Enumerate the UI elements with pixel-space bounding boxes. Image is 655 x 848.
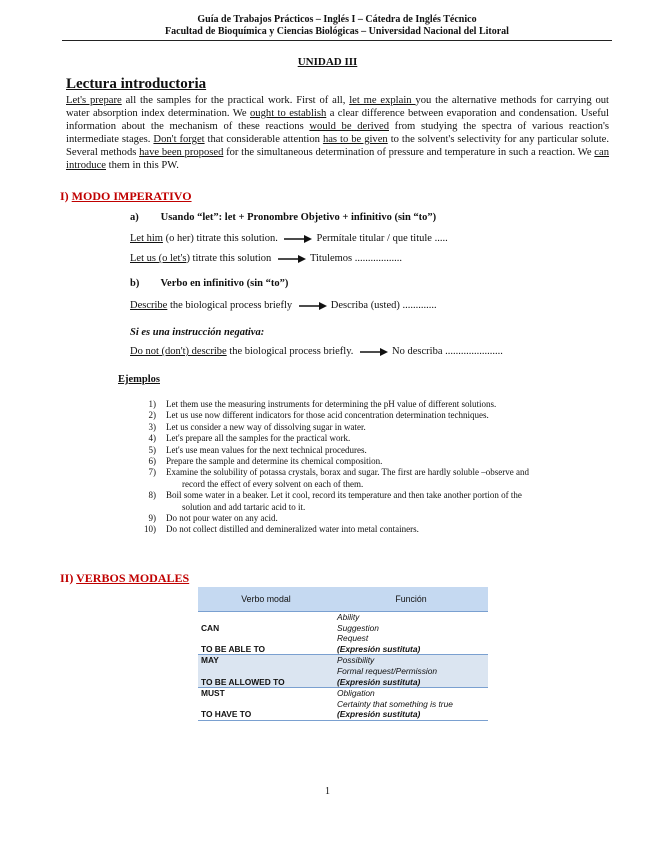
header-line-1: Guía de Trabajos Prácticos – Inglés I – Cátedra de Inglés Técnico (197, 14, 477, 25)
modal-verb-cell: TO BE ABLE TO (198, 644, 334, 655)
table-header-row (198, 587, 488, 612)
intro-underlined-phrase: can introduce (66, 147, 609, 171)
intro-underlined-phrase: let me explain (349, 95, 416, 106)
example-text-line: Let us consider a new way of dissolving sugar in water. (166, 421, 366, 432)
example-number: 1) (148, 399, 156, 409)
example-text-line: Let's prepare all the samples for the practical work. (166, 433, 351, 444)
example-text-continuation: solution and add tartaric acid to it. (182, 501, 306, 512)
negative-instruction-title: Si es una instrucción negativa: (130, 327, 265, 338)
function-cell: (Expresión sustituta) (334, 709, 488, 720)
line-a2-translation: Titulemos .................. (309, 253, 403, 264)
function-cell: Ability (337, 612, 360, 622)
intro-underlined-phrase: would be derived (309, 121, 389, 132)
subheading-b (130, 278, 288, 289)
intro-underlined-phrase: Let's prepare (66, 95, 122, 106)
example-text-line: Boil some water in a beaker. Let it cool, record its temperature and then take another portion of the (166, 490, 522, 501)
example-item (134, 490, 604, 513)
example-text (166, 433, 604, 444)
table-row (198, 655, 488, 666)
intro-underlined-phrase: have been proposed (139, 147, 224, 158)
example-number: 2) (148, 410, 156, 421)
table-row (198, 623, 488, 634)
example-line-a1 (130, 233, 448, 244)
example-item (134, 433, 604, 444)
subheading-b-text: Verbo en infinitivo (sin “to”) (160, 278, 289, 289)
modal-verb-cell: TO HAVE TO (198, 709, 334, 720)
section-1-number: I) (60, 189, 69, 203)
function-cell: Request (337, 633, 369, 644)
example-text-line: Let them use the measuring instruments for determining the pH value of different solutions. (166, 399, 497, 409)
subheading-a-letter: a) (130, 212, 139, 223)
example-text-line: Prepare the sample and determine its chemical composition. (166, 456, 383, 467)
example-text-line: Examine the solubility of potassa crystals, borax and sugar. The first are hardly soluble –observe and (166, 467, 529, 478)
section-2-number: II) (60, 571, 74, 585)
table-row (198, 709, 488, 720)
unit-title: UNIDAD III (297, 56, 358, 68)
modal-verb-cell: TO BE ALLOWED TO (198, 677, 334, 688)
subheading-a (130, 212, 436, 223)
table-header-function: Función (334, 587, 488, 612)
intro-text: from studying the spectra of various reaction's intermediate stages. (66, 121, 609, 145)
header-rule (62, 40, 612, 41)
arrow-right-icon (278, 255, 306, 263)
function-cell: Certainty that something is true (337, 698, 453, 709)
example-text (166, 410, 604, 421)
example-item (134, 524, 604, 535)
intro-text: to the solvent's selectivity for any particular solute. Several methods (66, 134, 609, 158)
line-b1-underlined: Describe (130, 300, 168, 311)
example-number: 10) (144, 524, 156, 535)
intro-underlined-phrase: ought to establish (250, 108, 327, 119)
example-text-line: Do not pour water on any acid. (166, 513, 278, 524)
example-number: 8) (148, 490, 156, 501)
example-number: 9) (148, 513, 156, 524)
page-header (62, 14, 612, 38)
function-cell: Formal request/Permission (334, 666, 488, 677)
modal-verbs-table (198, 587, 488, 721)
lectura-title: Lectura introductoria (66, 76, 207, 92)
example-text (166, 467, 604, 490)
section-2-title (60, 571, 189, 586)
modal-verb-cell (198, 612, 334, 623)
example-number: 6) (148, 456, 156, 467)
intro-text: for the simultaneous determination of pressure and temperature in such a reaction. We (223, 147, 595, 158)
subheading-a-text: Usando “let”: let + Pronombre Objetivo + infinitivo (sin “to”) (160, 212, 437, 223)
line-b1-translation: Describa (usted) ............. (330, 300, 437, 311)
line-a1-translation: Permítale titular / que titule ..... (316, 233, 448, 244)
intro-underlined-phrase: Don't forget (153, 134, 205, 145)
line-neg-translation: No describa ...................... (392, 346, 503, 357)
intro-text: that considerable attention (204, 134, 323, 145)
modal-verb-cell: CAN (201, 622, 220, 633)
example-number: 3) (148, 421, 156, 432)
examples-title: Ejemplos (118, 374, 160, 385)
section-2-title-text: VERBOS MODALES (76, 571, 190, 585)
example-item (134, 399, 604, 410)
example-text-continuation: record the effect of every solvent on each of them. (182, 478, 364, 489)
example-text-line: Let us use now different indicators for those acid concentration determination techniques. (166, 410, 489, 421)
line-a1-underlined: Let him (130, 233, 163, 244)
intro-text: you the alternative methods for carrying out water absorption index determination. We (66, 95, 609, 119)
intro-text: a clear difference between evaporation and condensation. Useful information about the mechanism of these reactions (66, 108, 609, 132)
table-row (198, 612, 488, 623)
table-row (198, 666, 488, 677)
example-item (134, 456, 604, 467)
function-cell: Possibility (334, 655, 488, 666)
example-item (134, 513, 604, 524)
line-neg-text: the biological process briefly. (226, 346, 354, 357)
function-cell: (Expresión sustituta) (334, 677, 488, 688)
example-text (166, 490, 604, 513)
example-text (166, 422, 604, 433)
example-text (166, 524, 604, 535)
example-text (166, 513, 604, 524)
line-a2-text: ) titrate this solution (186, 253, 272, 264)
example-line-b1 (130, 300, 437, 311)
modal-verb-cell: MAY (198, 655, 334, 666)
modal-verb-cell (198, 699, 334, 710)
example-text-line: Let's use mean values for the next technical procedures. (166, 444, 367, 455)
example-text-line: Do not collect distilled and demineralized water into metal containers. (166, 524, 419, 535)
table-row (198, 644, 488, 655)
examples-list (134, 399, 604, 536)
line-a2-underlined: Let us (o let's (130, 253, 187, 264)
intro-text: all the samples for the practical work. First of all, (121, 95, 350, 106)
example-item (134, 422, 604, 433)
table-row (198, 677, 488, 688)
section-1-title-text: MODO IMPERATIVO (71, 189, 192, 203)
line-neg-underlined: Do not (don't) describe (130, 346, 227, 357)
line-a1-text: (o her) titrate this solution. (162, 233, 278, 244)
subheading-b-letter: b) (130, 278, 140, 289)
section-1-title (60, 189, 192, 204)
line-b1-text: the biological process briefly (167, 300, 293, 311)
arrow-right-icon (284, 235, 312, 243)
modal-verb-cell: MUST (201, 688, 225, 699)
modal-verb-cell (198, 633, 334, 644)
example-line-a2 (130, 253, 402, 264)
example-item (134, 445, 604, 456)
example-text (166, 456, 604, 467)
header-line-2: Facultad de Bioquímica y Ciencias Biológicas – Universidad Nacional del Litoral (165, 26, 509, 37)
table-row (198, 699, 488, 710)
example-number: 5) (148, 444, 156, 455)
table-row (198, 633, 488, 644)
intro-underlined-phrase: has to be given (322, 134, 388, 145)
example-text (166, 445, 604, 456)
example-item (134, 410, 604, 421)
function-cell: Suggestion (337, 622, 379, 633)
arrow-right-icon (299, 302, 327, 310)
example-item (134, 467, 604, 490)
function-cell: (Expresión sustituta) (334, 644, 488, 655)
example-number: 7) (148, 467, 156, 478)
arrow-right-icon (360, 348, 388, 356)
table-row (198, 688, 488, 699)
modal-verb-cell (198, 666, 334, 677)
example-line-negative (130, 346, 503, 357)
intro-paragraph (66, 94, 609, 172)
function-cell: Obligation (337, 688, 375, 699)
intro-text: them in this PW. (106, 160, 179, 171)
example-number: 4) (148, 433, 156, 444)
example-text (166, 399, 604, 410)
page-number: 1 (325, 786, 330, 797)
table-header-verb: Verbo modal (198, 587, 334, 612)
